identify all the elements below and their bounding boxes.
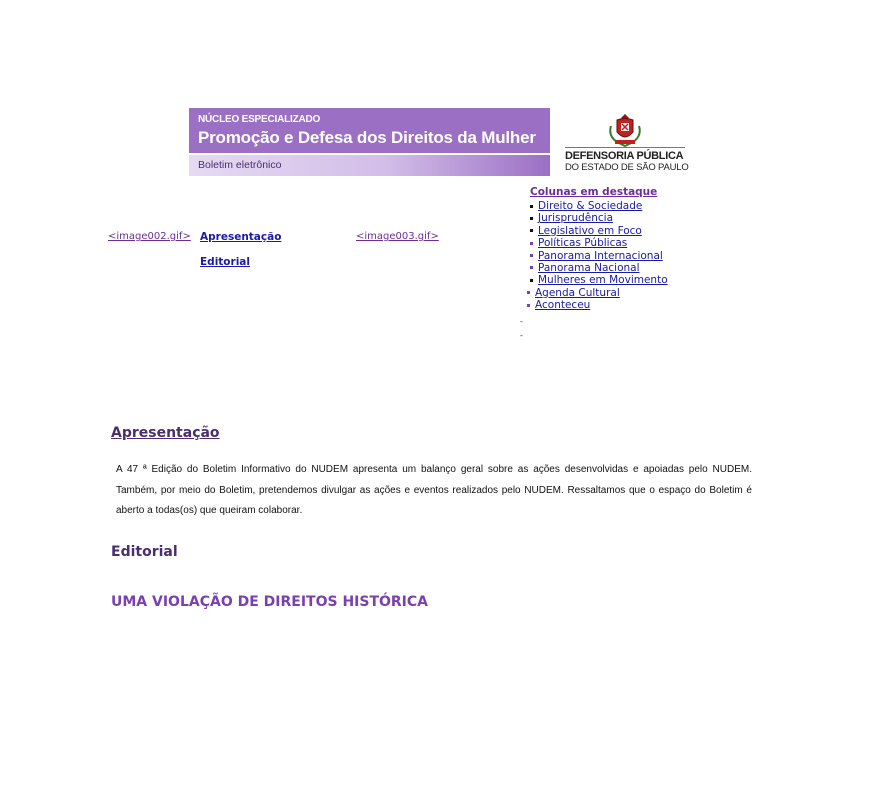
column-link[interactable]: Panorama Nacional — [538, 261, 640, 274]
column-link[interactable]: Panorama Internacional — [538, 249, 663, 262]
trailing-dash: - — [520, 317, 523, 326]
trailing-dash: - — [520, 331, 523, 340]
bullet-icon — [530, 205, 533, 208]
list-item — [527, 237, 668, 249]
column-link[interactable]: Agenda Cultural — [535, 286, 620, 299]
coat-of-arms-icon — [605, 112, 645, 148]
nav-link-editorial[interactable]: Editorial — [200, 256, 250, 268]
banner-kicker: NÚCLEO ESPECIALIZADO — [198, 114, 321, 125]
list-item — [527, 262, 668, 274]
bullet-icon — [530, 279, 533, 282]
logo-rule — [565, 147, 685, 148]
bullet-icon — [530, 242, 533, 245]
columns-heading[interactable]: Colunas em destaque — [530, 186, 658, 198]
image-placeholder-right[interactable]: <image003.gif> — [356, 231, 439, 242]
list-item — [527, 287, 668, 299]
column-link[interactable]: Políticas Públicas — [538, 237, 628, 250]
bullet-icon — [530, 229, 533, 232]
nav-link-apresentacao[interactable]: Apresentação — [200, 231, 282, 243]
bullet-icon — [527, 304, 530, 307]
list-item — [527, 274, 668, 286]
columns-list — [527, 200, 668, 312]
apresentacao-text: A 47 ª Edição do Boletim Informativo do NUDEM apresenta um balanço geral sobre as ações desenvolvidas e apoiadas pelo NUDEM. Também, por meio do Boletim, pretendemos divulgar as ações e eventos realizados pelo NUDEM. Ressaltamos que o espaço do Boletim é aberto a todas(os) que queiram colaborar. — [116, 464, 752, 516]
bullet-icon — [530, 217, 533, 220]
section-title-editorial: Editorial — [111, 544, 178, 560]
list-item — [527, 212, 668, 224]
logo-line-2: DO ESTADO DE SÃO PAULO — [565, 162, 689, 173]
bullet-icon — [527, 291, 530, 294]
list-item — [527, 250, 668, 262]
list-item — [527, 299, 668, 311]
defensoria-logo — [560, 112, 690, 176]
article-title: UMA VIOLAÇÃO DE DIREITOS HISTÓRICA — [111, 594, 429, 610]
banner-subtitle-strip — [189, 155, 550, 176]
column-link[interactable]: Mulheres em Movimento — [538, 274, 668, 287]
banner-header — [189, 108, 550, 153]
column-link[interactable]: Direito & Sociedade — [538, 200, 643, 212]
banner-title: Promoção e Defesa dos Direitos da Mulher — [198, 128, 536, 147]
list-item — [527, 225, 668, 237]
column-link[interactable]: Aconteceu — [535, 299, 591, 312]
logo-line-1: DEFENSORIA PÚBLICA — [565, 150, 684, 162]
bullet-icon — [530, 254, 533, 257]
column-link[interactable]: Jurisprudência — [538, 212, 613, 225]
column-link[interactable]: Legislativo em Foco — [538, 224, 642, 237]
banner-subtitle: Boletim eletrônico — [198, 159, 282, 171]
bullet-icon — [530, 266, 533, 269]
image-placeholder-left[interactable]: <image002.gif> — [108, 231, 191, 242]
list-item — [527, 200, 668, 212]
section-title-apresentacao: Apresentação — [111, 425, 220, 441]
